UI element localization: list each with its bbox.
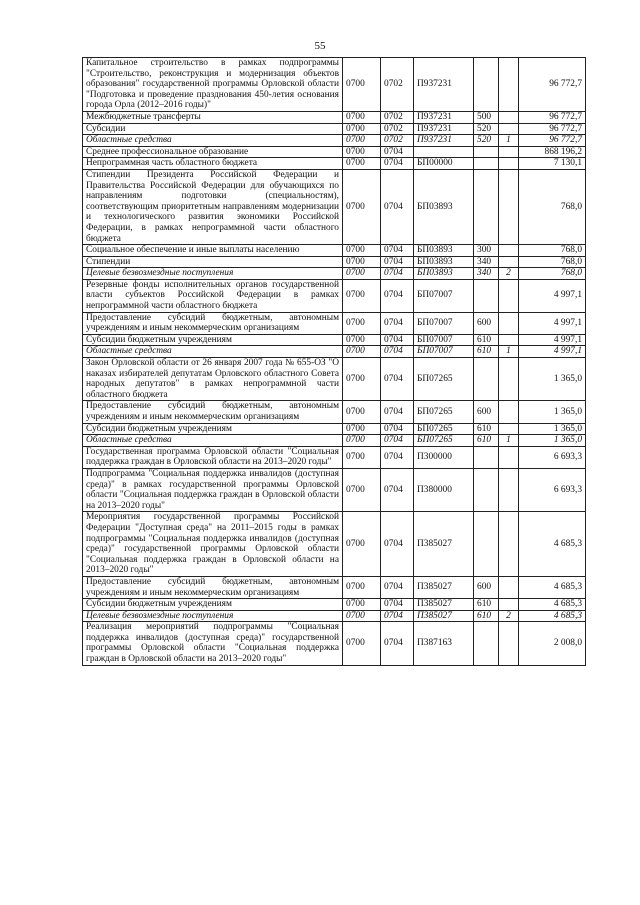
section-code: 0700 — [343, 576, 381, 598]
row-name: Государственная программа Орловской области "Социальная поддержка граждан в Орловской области на 2013–2020 годы" — [83, 446, 343, 468]
table-row — [83, 435, 586, 447]
table-row — [83, 401, 586, 423]
row-name: Областные средства — [83, 135, 343, 147]
expense-type-code: 520 — [474, 135, 499, 147]
budget-table-body — [83, 58, 586, 666]
subsection-code: 0704 — [381, 158, 414, 170]
expense-type-code — [474, 446, 499, 468]
table-row — [83, 346, 586, 358]
target-article-code: БП07265 — [414, 358, 474, 401]
target-article-code: П937231 — [414, 58, 474, 112]
row-name: Субсидии бюджетным учреждениям — [83, 423, 343, 435]
expense-type-code — [474, 512, 499, 577]
expense-type-code: 610 — [474, 423, 499, 435]
target-article-code: БП07007 — [414, 334, 474, 346]
section-code: 0700 — [343, 268, 381, 280]
row-name: Субсидии бюджетным учреждениям — [83, 599, 343, 611]
funding-source-code — [499, 169, 519, 244]
row-name: Целевые безвозмездные поступления — [83, 610, 343, 622]
section-code: 0700 — [343, 401, 381, 423]
row-name: Субсидии — [83, 123, 343, 135]
section-code: 0700 — [343, 123, 381, 135]
amount: 1 365,0 — [519, 423, 586, 435]
subsection-code: 0702 — [381, 58, 414, 112]
funding-source-code: 2 — [499, 610, 519, 622]
expense-type-code: 610 — [474, 610, 499, 622]
row-name: Предоставление субсидий бюджетным, автономным учреждениям и иным некоммерческим организациям — [83, 576, 343, 598]
subsection-code: 0704 — [381, 346, 414, 358]
subsection-code: 0704 — [381, 146, 414, 158]
budget-table — [82, 57, 586, 666]
amount: 768,0 — [519, 256, 586, 268]
target-article-code: БП03893 — [414, 268, 474, 280]
target-article-code: БП07265 — [414, 423, 474, 435]
amount: 7 130,1 — [519, 158, 586, 170]
table-row — [83, 576, 586, 598]
target-article-code: П937231 — [414, 111, 474, 123]
expense-type-code: 500 — [474, 111, 499, 123]
amount: 4 997,1 — [519, 312, 586, 334]
subsection-code: 0704 — [381, 599, 414, 611]
expense-type-code — [474, 58, 499, 112]
row-name: Реализация мероприятий подпрограммы "Социальная поддержка инвалидов (доступная среда)" государственной программы Орловской области "Социальная поддержка граждан в Орловской области на 2013–2020 годы" — [83, 622, 343, 665]
subsection-code: 0704 — [381, 401, 414, 423]
expense-type-code: 340 — [474, 268, 499, 280]
funding-source-code: 2 — [499, 268, 519, 280]
row-name: Предоставление субсидий бюджетным, автономным учреждениям и иным некоммерческим организациям — [83, 312, 343, 334]
funding-source-code — [499, 123, 519, 135]
funding-source-code — [499, 158, 519, 170]
table-row — [83, 599, 586, 611]
expense-type-code: 610 — [474, 334, 499, 346]
subsection-code: 0702 — [381, 123, 414, 135]
target-article-code: БП03893 — [414, 245, 474, 257]
funding-source-code — [499, 334, 519, 346]
row-name: Субсидии бюджетным учреждениям — [83, 334, 343, 346]
funding-source-code — [499, 446, 519, 468]
amount: 4 685,3 — [519, 599, 586, 611]
row-name: Закон Орловской области от 26 января 2007 года № 655-ОЗ "О наказах избирателей депутатам Орловского областного Совета народных депутатов" в рамках непрограммной части областного бюджета — [83, 358, 343, 401]
expense-type-code: 610 — [474, 435, 499, 447]
table-row — [83, 446, 586, 468]
target-article-code: П385027 — [414, 576, 474, 598]
subsection-code: 0704 — [381, 169, 414, 244]
amount: 4 997,1 — [519, 346, 586, 358]
table-row — [83, 245, 586, 257]
section-code: 0700 — [343, 58, 381, 112]
section-code: 0700 — [343, 468, 381, 511]
subsection-code: 0702 — [381, 111, 414, 123]
expense-type-code — [474, 158, 499, 170]
section-code: 0700 — [343, 423, 381, 435]
table-row — [83, 111, 586, 123]
section-code: 0700 — [343, 446, 381, 468]
subsection-code: 0704 — [381, 334, 414, 346]
table-row — [83, 610, 586, 622]
row-name: Среднее профессиональное образование — [83, 146, 343, 158]
target-article-code: П300000 — [414, 446, 474, 468]
target-article-code: П937231 — [414, 135, 474, 147]
funding-source-code — [499, 146, 519, 158]
expense-type-code — [474, 279, 499, 312]
section-code: 0700 — [343, 169, 381, 244]
table-row — [83, 146, 586, 158]
table-row — [83, 279, 586, 312]
expense-type-code: 610 — [474, 346, 499, 358]
table-row — [83, 423, 586, 435]
subsection-code: 0704 — [381, 610, 414, 622]
row-name: Областные средства — [83, 346, 343, 358]
subsection-code: 0704 — [381, 312, 414, 334]
target-article-code: БП03893 — [414, 256, 474, 268]
section-code: 0700 — [343, 599, 381, 611]
section-code: 0700 — [343, 146, 381, 158]
funding-source-code — [499, 622, 519, 665]
funding-source-code — [499, 512, 519, 577]
table-row — [83, 334, 586, 346]
target-article-code: П380000 — [414, 468, 474, 511]
expense-type-code: 610 — [474, 599, 499, 611]
target-article-code: БП07265 — [414, 401, 474, 423]
target-article-code: П385027 — [414, 610, 474, 622]
section-code: 0700 — [343, 256, 381, 268]
table-row — [83, 169, 586, 244]
subsection-code: 0704 — [381, 576, 414, 598]
subsection-code: 0704 — [381, 435, 414, 447]
target-article-code: БП03893 — [414, 169, 474, 244]
funding-source-code: 1 — [499, 135, 519, 147]
amount: 6 693,3 — [519, 468, 586, 511]
funding-source-code — [499, 279, 519, 312]
expense-type-code: 520 — [474, 123, 499, 135]
subsection-code: 0704 — [381, 468, 414, 511]
expense-type-code — [474, 146, 499, 158]
subsection-code: 0704 — [381, 256, 414, 268]
section-code: 0700 — [343, 135, 381, 147]
target-article-code — [414, 146, 474, 158]
row-name: Областные средства — [83, 435, 343, 447]
amount: 2 008,0 — [519, 622, 586, 665]
subsection-code: 0704 — [381, 268, 414, 280]
funding-source-code — [499, 58, 519, 112]
funding-source-code — [499, 245, 519, 257]
funding-source-code — [499, 599, 519, 611]
section-code: 0700 — [343, 312, 381, 334]
subsection-code: 0704 — [381, 279, 414, 312]
expense-type-code: 340 — [474, 256, 499, 268]
subsection-code: 0704 — [381, 622, 414, 665]
row-name: Межбюджетные трансферты — [83, 111, 343, 123]
table-row — [83, 312, 586, 334]
row-name: Стипендии Президента Российской Федерации и Правительства Российской Федерации для обучающихся по направлениям подготовки (специальностям), соответствующим приоритетным направлениям модернизации и технологического развития экономики Российской Федерации, в рамках непрограммной части областного бюджета — [83, 169, 343, 244]
expense-type-code: 600 — [474, 312, 499, 334]
funding-source-code — [499, 401, 519, 423]
table-row — [83, 256, 586, 268]
amount: 96 772,7 — [519, 135, 586, 147]
table-row — [83, 358, 586, 401]
amount: 96 772,7 — [519, 111, 586, 123]
section-code: 0700 — [343, 245, 381, 257]
funding-source-code — [499, 312, 519, 334]
funding-source-code — [499, 358, 519, 401]
row-name: Резервные фонды исполнительных органов государственной власти субъектов Российской Федерации в рамках непрограммной части областного бюджета — [83, 279, 343, 312]
row-name: Капитальное строительство в рамках подпрограммы "Строительство, реконструкция и модернизация объектов образования" государственной программы Орловской области "Подготовка и проведение празднования 450-летия основания города Орла (2012–2016 годы)" — [83, 58, 343, 112]
row-name: Подпрограмма "Социальная поддержка инвалидов (доступная среда)" в рамках государственной программы Орловской области "Социальная поддержка граждан в Орловской области на 2013–2020 годы" — [83, 468, 343, 511]
amount: 768,0 — [519, 268, 586, 280]
expense-type-code: 600 — [474, 576, 499, 598]
funding-source-code — [499, 576, 519, 598]
section-code: 0700 — [343, 334, 381, 346]
table-row — [83, 512, 586, 577]
section-code: 0700 — [343, 158, 381, 170]
expense-type-code — [474, 358, 499, 401]
page-number: 55 — [314, 40, 326, 52]
table-row — [83, 58, 586, 112]
target-article-code: БП07007 — [414, 312, 474, 334]
target-article-code: П387163 — [414, 622, 474, 665]
expense-type-code: 300 — [474, 245, 499, 257]
section-code: 0700 — [343, 512, 381, 577]
target-article-code: БП07265 — [414, 435, 474, 447]
table-row — [83, 158, 586, 170]
amount: 96 772,7 — [519, 123, 586, 135]
target-article-code: БП07007 — [414, 279, 474, 312]
funding-source-code — [499, 468, 519, 511]
subsection-code: 0704 — [381, 358, 414, 401]
table-row — [83, 135, 586, 147]
section-code: 0700 — [343, 111, 381, 123]
funding-source-code: 1 — [499, 346, 519, 358]
target-article-code: БП00000 — [414, 158, 474, 170]
amount: 96 772,7 — [519, 58, 586, 112]
row-name: Непрограммная часть областного бюджета — [83, 158, 343, 170]
expense-type-code: 600 — [474, 401, 499, 423]
target-article-code: П937231 — [414, 123, 474, 135]
row-name: Целевые безвозмездные поступления — [83, 268, 343, 280]
amount: 4 685,3 — [519, 576, 586, 598]
target-article-code: П385027 — [414, 512, 474, 577]
funding-source-code: 1 — [499, 435, 519, 447]
table-row — [83, 622, 586, 665]
section-code: 0700 — [343, 346, 381, 358]
amount: 4 685,3 — [519, 512, 586, 577]
expense-type-code — [474, 169, 499, 244]
amount: 1 365,0 — [519, 401, 586, 423]
section-code: 0700 — [343, 358, 381, 401]
table-row — [83, 468, 586, 511]
amount: 868 196,2 — [519, 146, 586, 158]
subsection-code: 0704 — [381, 446, 414, 468]
subsection-code: 0704 — [381, 423, 414, 435]
target-article-code: БП07007 — [414, 346, 474, 358]
amount: 6 693,3 — [519, 446, 586, 468]
table-row — [83, 123, 586, 135]
amount: 768,0 — [519, 169, 586, 244]
amount: 768,0 — [519, 245, 586, 257]
expense-type-code — [474, 622, 499, 665]
row-name: Социальное обеспечение и иные выплаты населению — [83, 245, 343, 257]
target-article-code: П385027 — [414, 599, 474, 611]
section-code: 0700 — [343, 622, 381, 665]
amount: 1 365,0 — [519, 435, 586, 447]
row-name: Мероприятия государственной программы Российской Федерации "Доступная среда" на 2011–2015 годы в рамках подпрограммы "Социальная поддержка инвалидов (доступная среда)" государственной программы Орловской области "Социальная поддержка граждан в Орловской области на 2013–2020 годы" — [83, 512, 343, 577]
table-row — [83, 268, 586, 280]
expense-type-code — [474, 468, 499, 511]
amount: 4 997,1 — [519, 279, 586, 312]
section-code: 0700 — [343, 610, 381, 622]
row-name: Предоставление субсидий бюджетным, автономным учреждениям и иным некоммерческим организациям — [83, 401, 343, 423]
amount: 4 997,1 — [519, 334, 586, 346]
amount: 4 685,3 — [519, 610, 586, 622]
subsection-code: 0702 — [381, 135, 414, 147]
funding-source-code — [499, 256, 519, 268]
funding-source-code — [499, 423, 519, 435]
subsection-code: 0704 — [381, 512, 414, 577]
section-code: 0700 — [343, 435, 381, 447]
section-code: 0700 — [343, 279, 381, 312]
subsection-code: 0704 — [381, 245, 414, 257]
row-name: Стипендии — [83, 256, 343, 268]
funding-source-code — [499, 111, 519, 123]
amount: 1 365,0 — [519, 358, 586, 401]
